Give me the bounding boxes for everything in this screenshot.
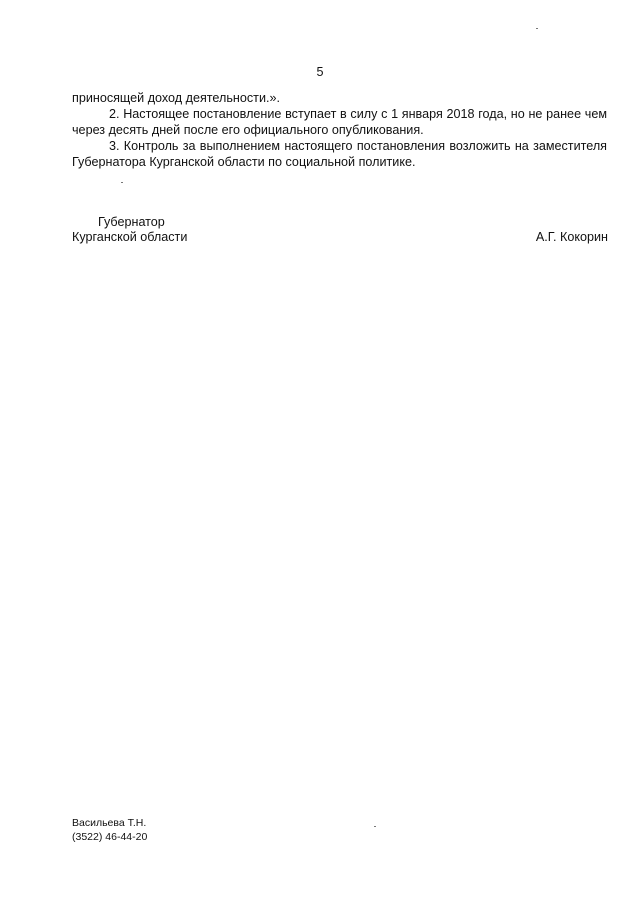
executor-block [72,816,147,844]
document-body [72,90,607,170]
scan-speck [374,826,376,827]
paragraph-control: 3. Контроль за выполнением настоящего постановления возложить на заместителя Губернатора Курганской области по социальной политике. [72,139,607,169]
executor-name: Васильева Т.Н. [72,817,147,829]
signatory-title: Губернатор [98,215,165,229]
paragraph-continuation: приносящей доход деятельности.». [72,91,280,105]
scan-speck [536,28,538,29]
executor-phone: (3522) 46-44-20 [72,831,148,843]
signatory-region: Курганской области [72,230,188,244]
scan-speck [121,182,123,183]
signatory-name: А.Г. Кокорин [535,230,608,244]
paragraph-effective-date: 2. Настоящее постановление вступает в силу с 1 января 2018 года, но не ранее чем через десять дней после его официального опубликования. [72,107,607,137]
page-number: 5 [316,65,324,79]
